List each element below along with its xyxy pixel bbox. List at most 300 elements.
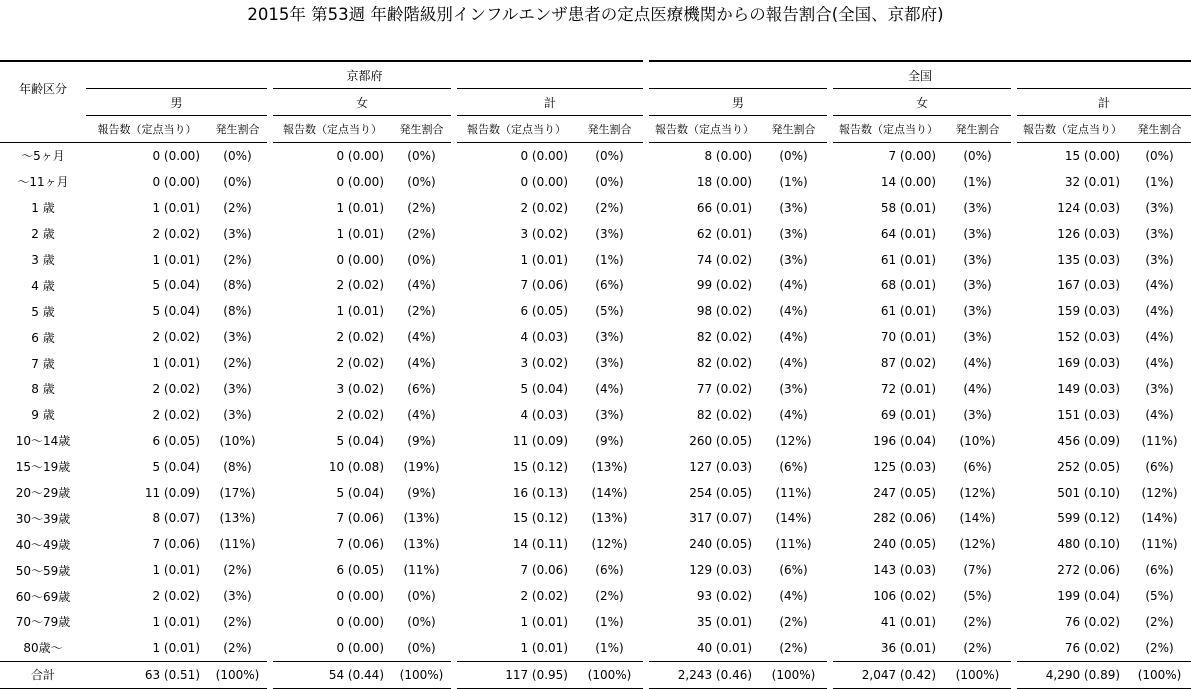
count-cell: 254 (0.05) <box>646 480 760 506</box>
rate-cell: (3%) <box>760 376 830 402</box>
count-cell: 5 (0.04) <box>270 428 392 454</box>
count-header: 報告数（定点当り） <box>270 116 392 143</box>
rate-header: 発生割合 <box>576 116 646 143</box>
rate-cell: (5%) <box>944 583 1014 609</box>
rate-cell: (3%) <box>208 376 270 402</box>
rate-cell: (2%) <box>576 583 646 609</box>
rate-cell: (6%) <box>576 557 646 583</box>
count-cell: 72 (0.01) <box>830 376 944 402</box>
count-cell: 6 (0.05) <box>152 433 200 448</box>
rate-cell: (1%) <box>576 247 646 273</box>
rate-cell: (14%) <box>576 480 646 506</box>
count-cell: 54 (0.44) <box>270 661 392 688</box>
table-row <box>0 247 1191 273</box>
count-cell: 2 (0.02) <box>152 407 200 422</box>
count-cell: 14 (0.11) <box>454 531 576 557</box>
count-cell: 1 (0.01) <box>270 195 392 221</box>
count-cell: 1 (0.01) <box>454 635 576 661</box>
rate-header: 発生割合 <box>392 116 454 143</box>
rate-cell: (1%) <box>576 609 646 635</box>
count-cell: 66 (0.01) <box>646 195 760 221</box>
rate-cell: (13%) <box>208 505 270 531</box>
count-cell: 6 (0.05) <box>270 557 392 583</box>
rate-cell: (2%) <box>208 609 270 635</box>
age-label: 15～19歳 <box>15 460 71 475</box>
rate-cell: (3%) <box>576 350 646 376</box>
age-label: 70～79歳 <box>15 615 71 630</box>
count-cell: 11 (0.09) <box>454 428 576 454</box>
count-cell: 10 (0.08) <box>270 454 392 480</box>
rate-cell: (2%) <box>208 557 270 583</box>
count-cell: 599 (0.12) <box>1014 505 1128 531</box>
rate-cell: (6%) <box>760 454 830 480</box>
table-row <box>0 221 1191 247</box>
count-cell: 0 (0.00) <box>270 169 392 195</box>
count-cell: 69 (0.01) <box>830 402 944 428</box>
rate-cell: (3%) <box>944 272 1014 298</box>
rate-cell: (6%) <box>1145 459 1174 474</box>
rate-cell: (2%) <box>1145 614 1174 629</box>
count-cell: 169 (0.03) <box>1014 350 1128 376</box>
age-label: 1 歳 <box>31 201 55 216</box>
count-cell: 1 (0.01) <box>152 356 200 371</box>
rate-cell: (3%) <box>1145 200 1174 215</box>
rate-cell: (2%) <box>392 221 454 247</box>
age-header: 年齢区分 <box>0 61 86 116</box>
count-cell: 16 (0.13) <box>454 480 576 506</box>
rate-cell: (2%) <box>944 609 1014 635</box>
rate-cell: (13%) <box>392 505 454 531</box>
rate-cell: (3%) <box>760 195 830 221</box>
count-cell: 5 (0.04) <box>152 459 200 474</box>
sex-header-kyoto-male: 男 <box>86 89 270 116</box>
rate-cell: (4%) <box>392 324 454 350</box>
rate-cell: (4%) <box>392 350 454 376</box>
rate-cell: (4%) <box>392 402 454 428</box>
table-row <box>0 324 1191 350</box>
rate-header: 発生割合 <box>944 116 1014 143</box>
count-cell: 2 (0.02) <box>152 589 200 604</box>
count-cell: 124 (0.03) <box>1014 195 1128 221</box>
count-cell: 7 (0.00) <box>830 143 944 169</box>
count-cell: 4 (0.03) <box>454 402 576 428</box>
rate-cell: (100%) <box>576 661 646 688</box>
rate-cell: (12%) <box>1141 485 1178 500</box>
count-cell: 40 (0.01) <box>646 635 760 661</box>
rate-cell: (3%) <box>1145 381 1174 396</box>
count-cell: 1 (0.01) <box>454 247 576 273</box>
count-cell: 1 (0.01) <box>152 563 200 578</box>
count-cell: 159 (0.03) <box>1014 298 1128 324</box>
count-cell: 14 (0.00) <box>830 169 944 195</box>
age-label: 40～49歳 <box>15 537 71 552</box>
rate-cell: (3%) <box>576 221 646 247</box>
count-cell: 260 (0.05) <box>646 428 760 454</box>
rate-cell: (4%) <box>1145 278 1174 293</box>
rate-cell: (11%) <box>208 531 270 557</box>
age-label: 10～14歳 <box>15 434 71 449</box>
count-cell: 2,243 (0.46) <box>646 661 760 688</box>
table-row <box>0 272 1191 298</box>
rate-cell: (14%) <box>944 505 1014 531</box>
rate-cell: (0%) <box>208 143 270 169</box>
rate-cell: (100%) <box>760 661 830 688</box>
rate-cell: (3%) <box>760 247 830 273</box>
count-cell: 41 (0.01) <box>830 609 944 635</box>
rate-cell: (3%) <box>208 221 270 247</box>
count-cell: 2 (0.02) <box>270 402 392 428</box>
count-cell: 62 (0.01) <box>646 221 760 247</box>
table-row <box>0 454 1191 480</box>
sex-header-kyoto-female: 女 <box>270 89 454 116</box>
count-cell: 15 (0.12) <box>454 505 576 531</box>
age-label: 60～69歳 <box>15 589 71 604</box>
count-cell: 1 (0.01) <box>152 614 200 629</box>
rate-cell: (17%) <box>208 480 270 506</box>
rate-cell: (4%) <box>760 583 830 609</box>
rate-cell: (4%) <box>1145 356 1174 371</box>
count-cell: 98 (0.02) <box>646 298 760 324</box>
count-cell: 127 (0.03) <box>646 454 760 480</box>
count-cell: 317 (0.07) <box>646 505 760 531</box>
count-cell: 151 (0.03) <box>1014 402 1128 428</box>
rate-cell: (11%) <box>1141 433 1178 448</box>
count-cell: 149 (0.03) <box>1014 376 1128 402</box>
count-cell: 1 (0.01) <box>152 252 200 267</box>
total-row <box>0 661 1191 688</box>
count-cell: 2 (0.02) <box>152 381 200 396</box>
count-cell: 282 (0.06) <box>830 505 944 531</box>
count-cell: 199 (0.04) <box>1014 583 1128 609</box>
rate-cell: (4%) <box>760 298 830 324</box>
count-cell: 240 (0.05) <box>830 531 944 557</box>
rate-cell: (9%) <box>392 480 454 506</box>
count-cell: 501 (0.10) <box>1014 480 1128 506</box>
rate-cell: (11%) <box>760 531 830 557</box>
count-cell: 7 (0.06) <box>270 505 392 531</box>
rate-cell: (12%) <box>944 480 1014 506</box>
rate-cell: (0%) <box>392 583 454 609</box>
table-row <box>0 298 1191 324</box>
rate-cell: (3%) <box>208 583 270 609</box>
rate-cell: (4%) <box>760 272 830 298</box>
rate-cell: (4%) <box>576 376 646 402</box>
age-label: 30～39歳 <box>15 511 71 526</box>
rate-cell: (0%) <box>392 169 454 195</box>
region-header-national: 全国 <box>646 61 1191 89</box>
count-cell: 8 (0.07) <box>152 511 200 526</box>
count-cell: 58 (0.01) <box>830 195 944 221</box>
rate-cell: (13%) <box>576 454 646 480</box>
count-cell: 0 (0.00) <box>270 247 392 273</box>
page-title: 2015年 第53週 年齢階級別インフルエンザ患者の定点医療機関からの報告割合(全国、京都府) <box>247 5 944 24</box>
rate-cell: (0%) <box>392 247 454 273</box>
table-row <box>0 557 1191 583</box>
table-row <box>0 195 1191 221</box>
rate-cell: (2%) <box>1145 640 1174 655</box>
age-label: 80歳～ <box>23 641 63 656</box>
rate-cell: (2%) <box>208 247 270 273</box>
age-label: 7 歳 <box>31 356 55 371</box>
age-label: 合計 <box>0 661 86 688</box>
count-cell: 4,290 (0.89) <box>1014 661 1128 688</box>
influenza-report-table <box>0 60 1191 689</box>
table-row <box>0 635 1191 661</box>
rate-cell: (0%) <box>576 169 646 195</box>
rate-cell: (0%) <box>392 609 454 635</box>
rate-header: 発生割合 <box>760 116 830 143</box>
count-header: 報告数（定点当り） <box>646 116 760 143</box>
count-cell: 1 (0.01) <box>270 298 392 324</box>
count-cell: 7 (0.06) <box>270 531 392 557</box>
rate-cell: (10%) <box>944 428 1014 454</box>
count-cell: 0 (0.00) <box>270 583 392 609</box>
count-cell: 196 (0.04) <box>830 428 944 454</box>
count-cell: 1 (0.01) <box>152 200 200 215</box>
count-cell: 5 (0.04) <box>152 304 200 319</box>
rate-cell: (4%) <box>392 272 454 298</box>
count-cell: 3 (0.02) <box>454 350 576 376</box>
rate-cell: (8%) <box>208 272 270 298</box>
count-cell: 7 (0.06) <box>454 557 576 583</box>
rate-cell: (0%) <box>1145 148 1174 163</box>
count-cell: 93 (0.02) <box>646 583 760 609</box>
count-cell: 64 (0.01) <box>830 221 944 247</box>
rate-cell: (0%) <box>576 143 646 169</box>
count-cell: 82 (0.02) <box>646 350 760 376</box>
count-cell: 70 (0.01) <box>830 324 944 350</box>
count-cell: 0 (0.00) <box>270 635 392 661</box>
table-row <box>0 428 1191 454</box>
rate-cell: (13%) <box>576 505 646 531</box>
rate-cell: (6%) <box>392 376 454 402</box>
rate-cell: (10%) <box>208 428 270 454</box>
rate-cell: (0%) <box>760 143 830 169</box>
sex-header-national-male: 男 <box>646 89 830 116</box>
rate-cell: (100%) <box>944 661 1014 688</box>
rate-cell: (1%) <box>760 169 830 195</box>
table-row <box>0 143 1191 169</box>
rate-cell: (6%) <box>1145 563 1174 578</box>
age-label: ～5ヶ月 <box>21 149 65 164</box>
rate-cell: (3%) <box>944 298 1014 324</box>
sex-header-national-female: 女 <box>830 89 1014 116</box>
table-row <box>0 480 1191 506</box>
age-label: 3 歳 <box>31 253 55 267</box>
count-cell: 5 (0.04) <box>152 278 200 293</box>
count-cell: 2,047 (0.42) <box>830 661 944 688</box>
rate-cell: (3%) <box>760 221 830 247</box>
count-cell: 36 (0.01) <box>830 635 944 661</box>
count-cell: 61 (0.01) <box>830 298 944 324</box>
age-label: 6 歳 <box>31 330 55 345</box>
count-cell: 77 (0.02) <box>646 376 760 402</box>
rate-cell: (11%) <box>760 480 830 506</box>
rate-cell: (1%) <box>576 635 646 661</box>
count-cell: 125 (0.03) <box>830 454 944 480</box>
rate-cell: (4%) <box>1145 330 1174 345</box>
count-header: 報告数（定点当り） <box>454 116 576 143</box>
rate-cell: (3%) <box>208 402 270 428</box>
rate-cell: (3%) <box>944 247 1014 273</box>
rate-cell: (12%) <box>576 531 646 557</box>
rate-cell: (12%) <box>760 428 830 454</box>
rate-header: 発生割合 <box>208 116 270 143</box>
rate-cell: (3%) <box>1145 226 1174 241</box>
rate-cell: (2%) <box>760 635 830 661</box>
rate-cell: (0%) <box>944 143 1014 169</box>
rate-cell: (11%) <box>1141 537 1178 552</box>
age-label: 20～29歳 <box>15 486 71 501</box>
count-cell: 1 (0.01) <box>152 640 200 655</box>
rate-cell: (3%) <box>208 324 270 350</box>
count-cell: 2 (0.02) <box>152 330 200 345</box>
count-cell: 82 (0.02) <box>646 402 760 428</box>
count-cell: 7 (0.06) <box>454 272 576 298</box>
rate-cell: (2%) <box>760 609 830 635</box>
count-cell: 0 (0.00) <box>454 169 576 195</box>
table-row <box>0 583 1191 609</box>
count-cell: 7 (0.06) <box>152 537 200 552</box>
age-label: ～11ヶ月 <box>17 175 69 190</box>
rate-cell: (2%) <box>944 635 1014 661</box>
rate-header: 発生割合 <box>1128 116 1191 143</box>
count-cell: 117 (0.95) <box>454 661 576 688</box>
count-cell: 129 (0.03) <box>646 557 760 583</box>
count-cell: 247 (0.05) <box>830 480 944 506</box>
rate-cell: (0%) <box>392 635 454 661</box>
rate-cell: (4%) <box>760 350 830 376</box>
rate-cell: (7%) <box>944 557 1014 583</box>
count-cell: 15 (0.12) <box>454 454 576 480</box>
count-cell: 5 (0.04) <box>270 480 392 506</box>
count-header: 報告数（定点当り） <box>830 116 944 143</box>
count-cell: 167 (0.03) <box>1014 272 1128 298</box>
count-cell: 1 (0.01) <box>270 221 392 247</box>
count-cell: 1 (0.01) <box>454 609 576 635</box>
count-cell: 6 (0.05) <box>454 298 576 324</box>
rate-cell: (2%) <box>576 195 646 221</box>
age-label: 8 歳 <box>31 382 55 397</box>
rate-cell: (9%) <box>392 428 454 454</box>
count-cell: 18 (0.00) <box>646 169 760 195</box>
rate-cell: (0%) <box>208 169 270 195</box>
rate-cell: (1%) <box>944 169 1014 195</box>
age-label: 9 歳 <box>31 408 55 423</box>
rate-cell: (4%) <box>760 402 830 428</box>
rate-cell: (4%) <box>944 350 1014 376</box>
region-header-kyoto: 京都府 <box>86 61 646 89</box>
table-row <box>0 505 1191 531</box>
rate-cell: (2%) <box>392 298 454 324</box>
count-cell: 456 (0.09) <box>1014 428 1128 454</box>
rate-cell: (1%) <box>1145 174 1174 189</box>
rate-cell: (3%) <box>944 221 1014 247</box>
table-row <box>0 531 1191 557</box>
count-header: 報告数（定点当り） <box>86 116 208 143</box>
rate-cell: (2%) <box>208 350 270 376</box>
count-cell: 11 (0.09) <box>144 485 200 500</box>
rate-cell: (9%) <box>576 428 646 454</box>
age-label: 5 歳 <box>31 304 55 319</box>
table-row <box>0 376 1191 402</box>
count-cell: 76 (0.02) <box>1014 609 1128 635</box>
table-row <box>0 350 1191 376</box>
count-cell: 106 (0.02) <box>830 583 944 609</box>
count-cell: 74 (0.02) <box>646 247 760 273</box>
rate-cell: (3%) <box>944 402 1014 428</box>
count-cell: 32 (0.01) <box>1014 169 1128 195</box>
table-row <box>0 402 1191 428</box>
rate-cell: (14%) <box>760 505 830 531</box>
count-cell: 63 (0.51) <box>86 661 208 688</box>
count-cell: 3 (0.02) <box>454 221 576 247</box>
rate-cell: (4%) <box>760 324 830 350</box>
count-cell: 35 (0.01) <box>646 609 760 635</box>
count-cell: 0 (0.00) <box>270 609 392 635</box>
count-cell: 2 (0.02) <box>270 272 392 298</box>
rate-cell: (5%) <box>1145 589 1174 604</box>
count-cell: 76 (0.02) <box>1014 635 1128 661</box>
rate-cell: (2%) <box>208 635 270 661</box>
count-cell: 480 (0.10) <box>1014 531 1128 557</box>
rate-cell: (2%) <box>392 195 454 221</box>
table-row <box>0 169 1191 195</box>
rate-cell: (6%) <box>760 557 830 583</box>
count-cell: 240 (0.05) <box>646 531 760 557</box>
count-cell: 87 (0.02) <box>830 350 944 376</box>
sex-header-kyoto-total: 計 <box>454 89 646 116</box>
rate-cell: (100%) <box>1128 661 1191 688</box>
rate-cell: (3%) <box>576 324 646 350</box>
rate-cell: (6%) <box>576 272 646 298</box>
rate-cell: (3%) <box>1145 252 1174 267</box>
count-cell: 152 (0.03) <box>1014 324 1128 350</box>
table-row <box>0 609 1191 635</box>
count-cell: 252 (0.05) <box>1014 454 1128 480</box>
rate-cell: (8%) <box>208 298 270 324</box>
count-cell: 2 (0.02) <box>270 324 392 350</box>
count-cell: 2 (0.02) <box>152 226 200 241</box>
rate-cell: (4%) <box>944 376 1014 402</box>
count-cell: 15 (0.00) <box>1014 143 1128 169</box>
count-cell: 2 (0.02) <box>454 583 576 609</box>
count-cell: 2 (0.02) <box>454 195 576 221</box>
age-label: 50～59歳 <box>15 563 71 578</box>
count-cell: 0 (0.00) <box>454 143 576 169</box>
rate-cell: (14%) <box>1141 511 1178 526</box>
count-header: 報告数（定点当り） <box>1014 116 1128 143</box>
count-cell: 272 (0.06) <box>1014 557 1128 583</box>
count-cell: 0 (0.00) <box>152 174 200 189</box>
rate-cell: (12%) <box>944 531 1014 557</box>
count-cell: 5 (0.04) <box>454 376 576 402</box>
sex-header-national-total: 計 <box>1014 89 1191 116</box>
age-label: 4 歳 <box>31 278 55 293</box>
rate-cell: (11%) <box>392 557 454 583</box>
rate-cell: (100%) <box>208 661 270 688</box>
count-cell: 2 (0.02) <box>270 350 392 376</box>
count-cell: 0 (0.00) <box>152 148 200 163</box>
rate-cell: (13%) <box>392 531 454 557</box>
rate-cell: (100%) <box>392 661 454 688</box>
count-cell: 3 (0.02) <box>270 376 392 402</box>
count-cell: 126 (0.03) <box>1014 221 1128 247</box>
rate-cell: (5%) <box>576 298 646 324</box>
rate-cell: (6%) <box>944 454 1014 480</box>
count-cell: 61 (0.01) <box>830 247 944 273</box>
rate-cell: (0%) <box>392 143 454 169</box>
